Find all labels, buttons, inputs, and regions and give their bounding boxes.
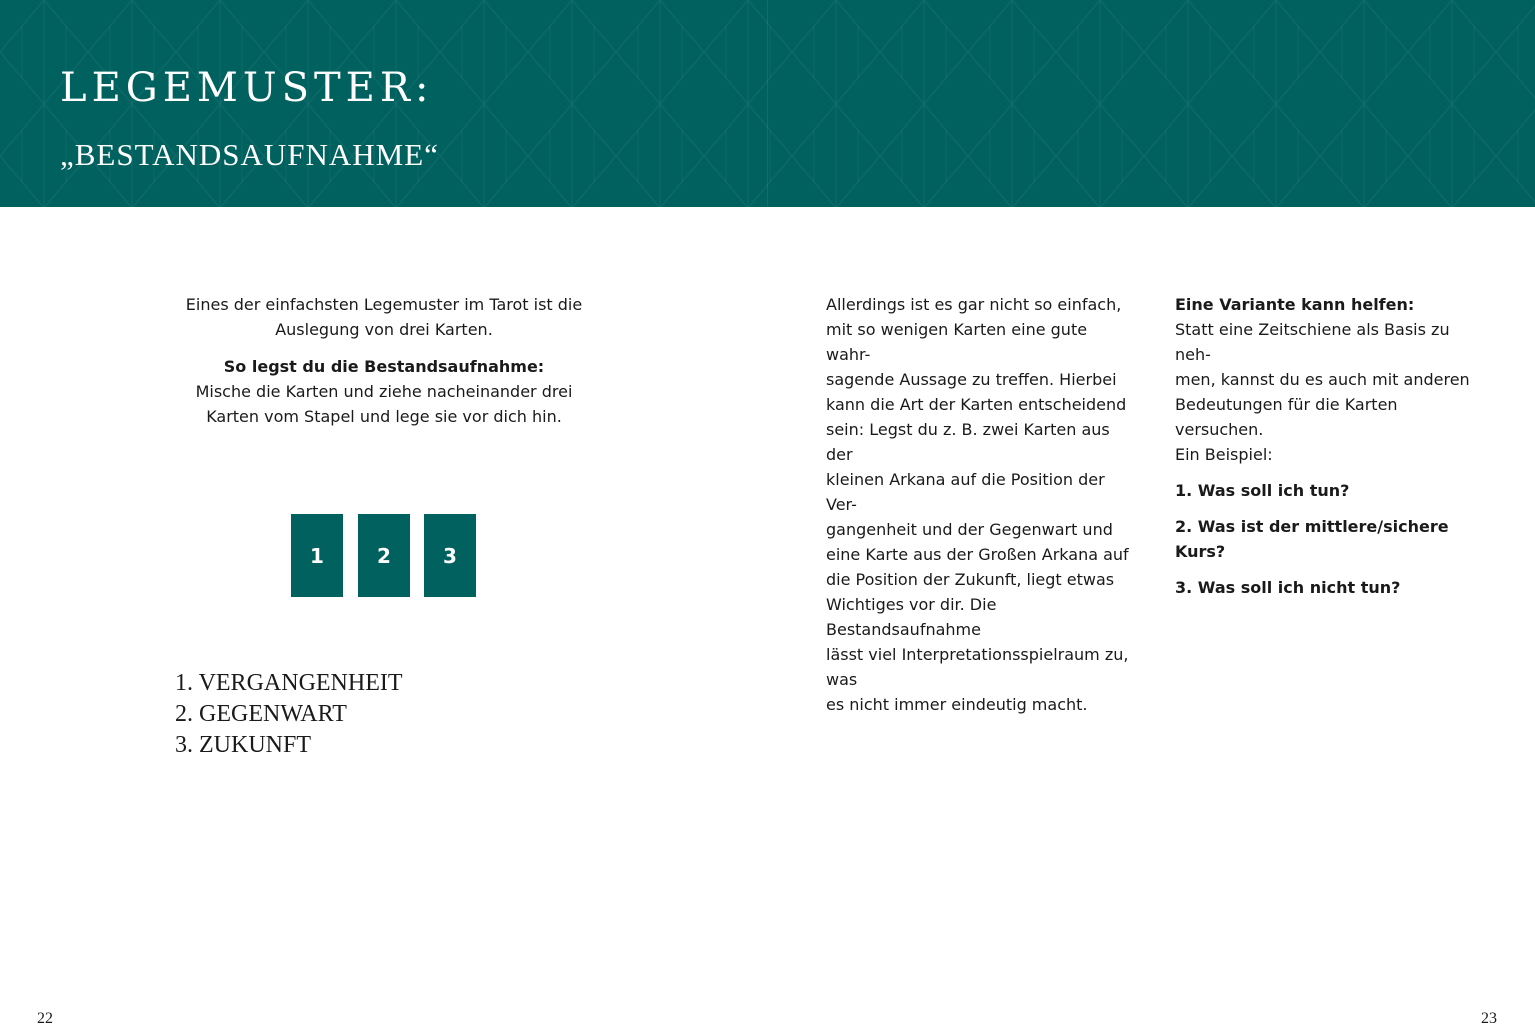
- header-banner: [0, 0, 1535, 207]
- text-line: Wichtiges vor dir. Die Bestandsaufnahme: [826, 595, 997, 639]
- question-item: 3. Was soll ich nicht tun?: [1175, 578, 1401, 597]
- card-2: 2: [358, 514, 410, 597]
- card-1: 1: [291, 514, 343, 597]
- question-item: 2. Was ist der mittlere/sichere Kurs?: [1175, 517, 1449, 561]
- page-subtitle: „BESTANDSAUFNAHME“: [60, 137, 439, 172]
- text-line: gangenheit und der Gegenwart und: [826, 520, 1113, 539]
- position-item: 2. GEGENWART: [175, 701, 347, 727]
- text-line: kann die Art der Karten entscheidend: [826, 395, 1127, 414]
- question-item: 1. Was soll ich tun?: [1175, 481, 1350, 500]
- text-line: Allerdings ist es gar nicht so einfach,: [826, 295, 1122, 314]
- page-title: LEGEMUSTER:: [60, 65, 434, 111]
- text-line: lässt viel Interpretationsspielraum zu, was: [826, 645, 1129, 689]
- page-number-left: 22: [37, 1010, 53, 1027]
- text-line: eine Karte aus der Großen Arkana auf: [826, 545, 1129, 564]
- right-column: [1175, 292, 1485, 600]
- text-line: Bedeutungen für die Karten versuchen.: [1175, 395, 1398, 439]
- card-3: 3: [424, 514, 476, 597]
- position-item: 3. ZUKUNFT: [175, 732, 311, 758]
- text-line: sagende Aussage zu treffen. Hierbei: [826, 370, 1117, 389]
- middle-column: [826, 292, 1134, 717]
- text-line: es nicht immer eindeutig macht.: [826, 695, 1088, 714]
- text-line: mit so wenigen Karten eine gute wahr-: [826, 320, 1088, 364]
- position-item: 1. VERGANGENHEIT: [175, 670, 403, 696]
- text-line: men, kannst du es auch mit anderen: [1175, 370, 1470, 389]
- card-positions-list: [175, 668, 403, 761]
- text-line: die Position der Zukunft, liegt etwas: [826, 570, 1115, 589]
- spine-divider: [767, 0, 768, 207]
- text-line: Statt eine Zeitschiene als Basis zu neh-: [1175, 320, 1450, 364]
- page-number-right: 23: [1481, 1010, 1497, 1027]
- text-line: kleinen Arkana auf die Position der Ver-: [826, 470, 1105, 514]
- variant-heading: Eine Variante kann helfen:: [1175, 295, 1415, 314]
- instructions-heading: So legst du die Bestandsaufnahme:: [223, 357, 545, 376]
- intro-paragraph: Eines der einfachsten Legemuster im Tarot ist die Auslegung von drei Karten.: [185, 295, 583, 339]
- text-line: Ein Beispiel:: [1175, 445, 1273, 464]
- instructions-paragraph: Mische die Karten und ziehe nacheinander drei Karten vom Stapel und lege sie vor dich hin.: [195, 382, 573, 426]
- text-line: sein: Legst du z. B. zwei Karten aus der: [826, 420, 1110, 464]
